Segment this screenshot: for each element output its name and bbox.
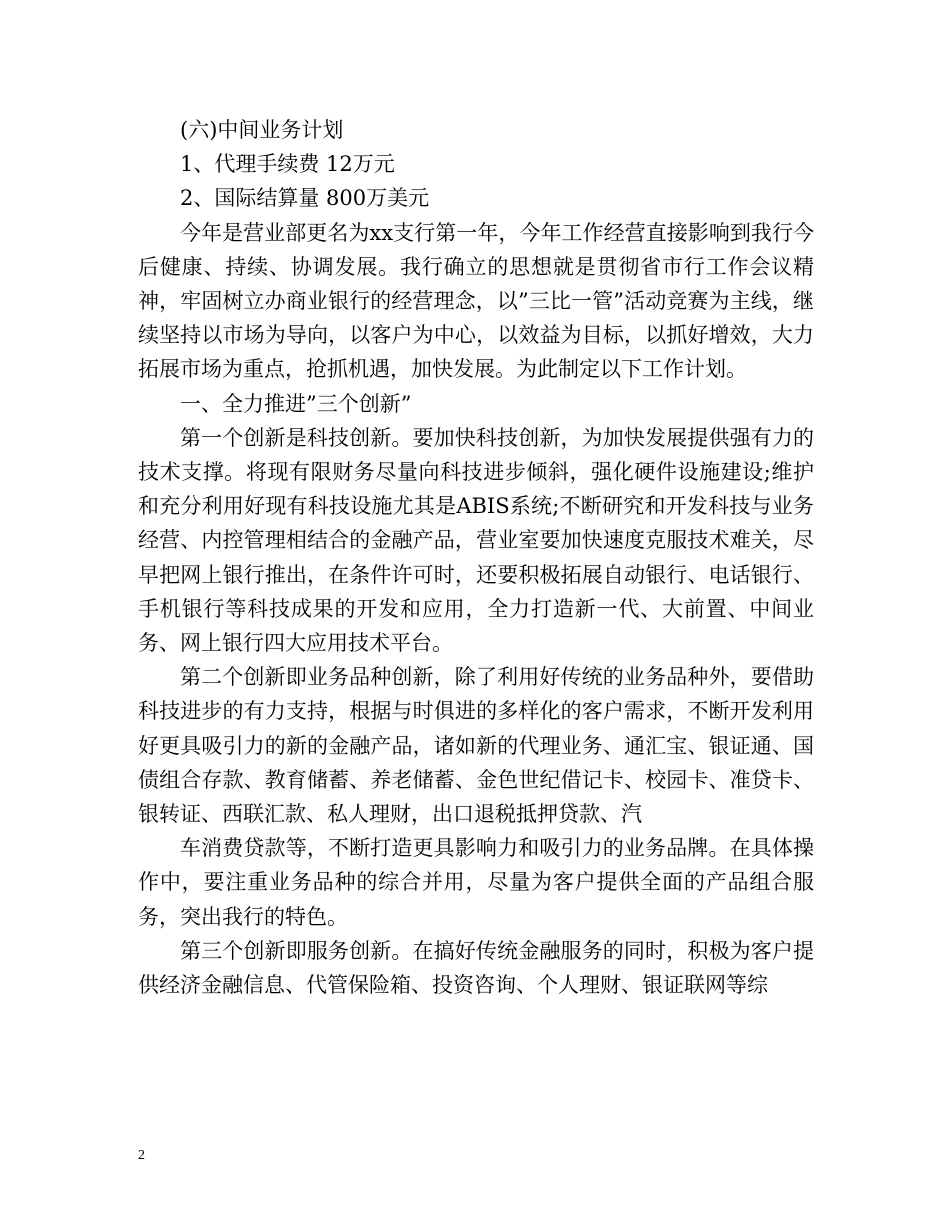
section-heading-intermediate-business-plan: (六)中间业务计划 bbox=[180, 118, 344, 142]
product-innovation-continuation-paragraph: 车消费贷款等，不断打造更具影响力和吸引力的业务品牌。在具体操作中，要注重业务品种的综合并用，尽量为客户提供全面的产品组合服务，突出我行的特色。 bbox=[138, 836, 814, 929]
tech-innovation-paragraph: 第一个创新是科技创新。要加快科技创新，为加快发展提供强有力的技术支撑。将现有限财务尽量向科技进步倾斜，强化硬件设施建设;维护和充分利用好现有科技设施尤其是ABIS系统;不断研究和开发科技与业务经营、内控管理相结合的金融产品，营业室要加快速度克服技术难关，尽早把网上银行推出，在条件许可时，还要积极拓展自动银行、电话银行、手机银行等科技成果的开发和应用，全力打造新一代、大前置、中间业务、网上银行四大应用技术平台。 bbox=[138, 425, 814, 656]
plan-item-international-settlement: 2、国际结算量 800万美元 bbox=[180, 186, 430, 211]
plan-item-agency-fee: 1、代理手续费 12万元 bbox=[180, 152, 395, 177]
page-number: 2 bbox=[138, 1148, 145, 1163]
intro-paragraph: 今年是营业部更名为xx支行第一年，今年工作经营直接影响到我行今后健康、持续、协调发展。我行确立的思想就是贯彻省市行工作会议精神，牢固树立办商业银行的经营理念，以”三比一管”活动竞赛为主线，继续坚持以市场为导向，以客户为中心，以效益为目标，以抓好增效，大力拓展市场为重点，抢抓机遇，加快发展。为此制定以下工作计划。 bbox=[138, 220, 814, 382]
section-heading-three-innovations: 一、全力推进”三个创新” bbox=[180, 391, 412, 416]
document-body bbox=[138, 113, 814, 1002]
service-innovation-paragraph: 第三个创新即服务创新。在搞好传统金融服务的同时，积极为客户提供经济金融信息、代管保险箱、投资咨询、个人理财、银证联网等综 bbox=[138, 938, 814, 998]
product-innovation-paragraph: 第二个创新即业务品种创新，除了利用好传统的业务品种外，要借助科技进步的有力支持，根据与时俱进的多样化的客户需求，不断开发利用好更具吸引力的新的金融产品，诸如新的代理业务、通汇宝、银证通、国债组合存款、教育储蓄、养老储蓄、金色世纪借记卡、校园卡、准贷卡、银转证、西联汇款、私人理财，出口退税抵押贷款、汽 bbox=[138, 665, 814, 827]
